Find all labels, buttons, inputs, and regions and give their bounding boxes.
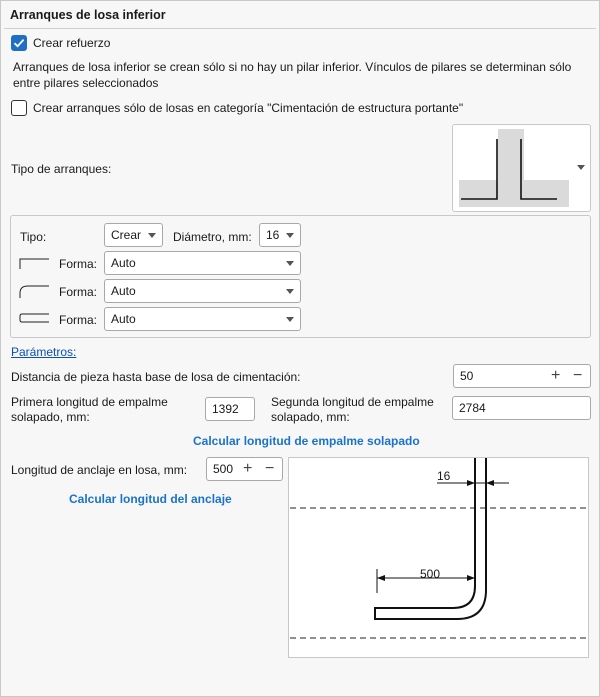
second-lap-input[interactable]: 2784 — [452, 396, 591, 420]
shape-label-1: Forma: — [59, 257, 98, 271]
chevron-down-icon — [148, 233, 156, 238]
second-lap-label: Segunda longitud de empalme solapado, mm: — [271, 395, 434, 424]
anchorage-diagram — [288, 457, 589, 658]
foundation-only-checkbox[interactable] — [11, 100, 27, 116]
create-reinforcement-label[interactable]: Crear refuerzo — [33, 36, 111, 50]
shape-loop-icon — [19, 312, 51, 324]
starter-shape-icon — [453, 125, 590, 211]
calc-lap-link[interactable]: Calcular longitud de empalme solapado — [193, 434, 420, 448]
shape-curved-hook-icon — [19, 283, 51, 299]
shape-label-2: Forma: — [59, 285, 98, 299]
minus-icon[interactable]: − — [573, 367, 583, 384]
tipo-select[interactable]: Crear — [104, 223, 163, 247]
anchorage-label: Longitud de anclaje en losa, mm: — [11, 463, 188, 477]
chevron-down-icon — [286, 233, 294, 238]
title-divider — [4, 28, 596, 29]
foundation-only-label[interactable]: Crear arranques sólo de losas en categoría "Cimentación de estructura portante" — [33, 101, 464, 115]
first-lap-label: Primera longitud de empalme solapado, mm: — [11, 395, 168, 424]
shape-select-1[interactable]: Auto — [104, 251, 301, 275]
starter-type-preview[interactable] — [452, 124, 591, 212]
chevron-down-icon — [286, 317, 294, 322]
plus-icon[interactable]: + — [243, 460, 253, 477]
first-lap-input[interactable]: 1392 — [205, 397, 255, 421]
diameter-label: Diámetro, mm: — [173, 230, 252, 244]
section-title: Arranques de losa inferior — [10, 8, 166, 22]
shape-select-2[interactable]: Auto — [104, 279, 301, 303]
shape-label-3: Forma: — [59, 313, 98, 327]
tipo-label: Tipo: — [20, 230, 47, 244]
shape-select-3[interactable]: Auto — [104, 307, 301, 331]
info-text: Arranques de losa inferior se crean sólo si no hay un pilar inferior. Vínculos de pilares se determinan sólo entre pilares seleccionados — [13, 60, 572, 90]
chevron-down-icon — [286, 261, 294, 266]
calc-anchor-link[interactable]: Calcular longitud del anclaje — [69, 492, 232, 506]
distance-stepper[interactable]: 50 + − — [453, 364, 591, 388]
diameter-select[interactable]: 16 — [259, 223, 301, 247]
plus-icon[interactable]: + — [551, 367, 561, 384]
check-icon — [12, 36, 26, 50]
anchorage-stepper[interactable]: 500 + − — [206, 457, 283, 481]
anchorage-diagram-svg — [289, 458, 588, 657]
dimension-500: 500 — [420, 567, 441, 581]
shape-straight-hook-icon — [19, 256, 51, 270]
distance-label: Distancia de pieza hasta base de losa de cimentación: — [11, 370, 301, 384]
minus-icon[interactable]: − — [265, 460, 275, 477]
create-reinforcement-checkbox[interactable] — [11, 35, 27, 51]
dimension-16: 16 — [437, 469, 451, 483]
parameters-link[interactable]: Parámetros: — [11, 345, 77, 359]
starter-type-dropdown-icon[interactable] — [577, 165, 585, 170]
starter-type-label: Tipo de arranques: — [11, 162, 112, 176]
chevron-down-icon — [286, 289, 294, 294]
